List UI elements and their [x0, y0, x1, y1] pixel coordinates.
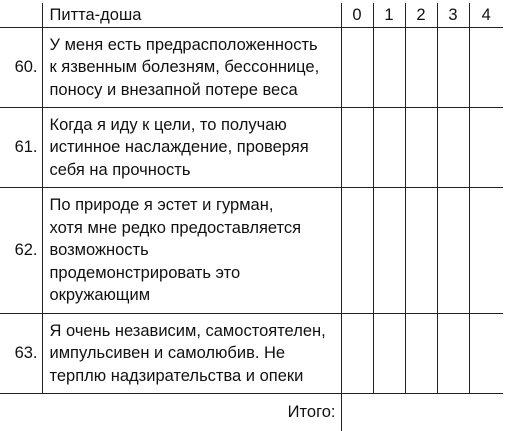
question-line: окружающим [50, 284, 337, 307]
score-cell-1[interactable] [373, 314, 405, 394]
question-line: импульсивен и самолюбив. Не [50, 342, 337, 365]
question-line: продемонстрировать это [50, 262, 337, 285]
total-row [0, 394, 503, 431]
question-line: У меня есть предрасположенность [50, 34, 337, 57]
score-cell-4[interactable] [469, 28, 503, 108]
question-row-63 [0, 314, 503, 394]
question-line: поносу и внезапной потере веса [50, 79, 337, 102]
score-cell-2[interactable] [405, 314, 437, 394]
question-text [42, 108, 341, 188]
section-title: Питта-доша [42, 3, 341, 28]
score-cell-4[interactable] [469, 314, 503, 394]
question-text [42, 28, 341, 108]
score-header-0: 0 [341, 3, 373, 28]
score-cell-0[interactable] [341, 188, 373, 314]
score-header-4: 4 [469, 3, 503, 28]
score-cell-4[interactable] [469, 108, 503, 188]
score-header-2: 2 [405, 3, 437, 28]
score-cell-3[interactable] [437, 188, 469, 314]
total-label: Итого: [0, 394, 341, 431]
score-cell-0[interactable] [341, 108, 373, 188]
question-number: 62. [0, 188, 42, 314]
score-cell-2[interactable] [405, 188, 437, 314]
score-cell-4[interactable] [469, 188, 503, 314]
question-line: Когда я иду к цели, то получаю [50, 114, 337, 137]
score-cell-1[interactable] [373, 28, 405, 108]
question-number: 60. [0, 28, 42, 108]
score-cell-1[interactable] [373, 188, 405, 314]
score-cell-0[interactable] [341, 314, 373, 394]
question-line: хотя мне редко предоставляется [50, 217, 337, 240]
question-line: к язвенным болезням, бессоннице, [50, 56, 337, 79]
question-row-61 [0, 108, 503, 188]
question-row-60 [0, 28, 503, 108]
score-cell-3[interactable] [437, 28, 469, 108]
score-cell-1[interactable] [373, 108, 405, 188]
header-row [0, 3, 503, 28]
question-line: По природе я эстет и гурман, [50, 194, 337, 217]
question-number: 61. [0, 108, 42, 188]
question-row-62 [0, 188, 503, 314]
pitta-dosha-table [0, 3, 503, 431]
question-text [42, 314, 341, 394]
score-cell-3[interactable] [437, 108, 469, 188]
question-line: возможность [50, 239, 337, 262]
question-text [42, 188, 341, 314]
question-line: истинное наслаждение, проверяя [50, 136, 337, 159]
score-cell-0[interactable] [341, 28, 373, 108]
question-line: Я очень независим, самостоятелен, [50, 320, 337, 343]
score-header-1: 1 [373, 3, 405, 28]
score-cell-2[interactable] [405, 108, 437, 188]
total-value-cell[interactable] [341, 394, 503, 431]
score-header-3: 3 [437, 3, 469, 28]
score-cell-3[interactable] [437, 314, 469, 394]
question-line: себя на прочность [50, 159, 337, 182]
header-number-cell [0, 3, 42, 28]
question-line: терплю надзирательства и опеки [50, 365, 337, 388]
score-cell-2[interactable] [405, 28, 437, 108]
question-number: 63. [0, 314, 42, 394]
